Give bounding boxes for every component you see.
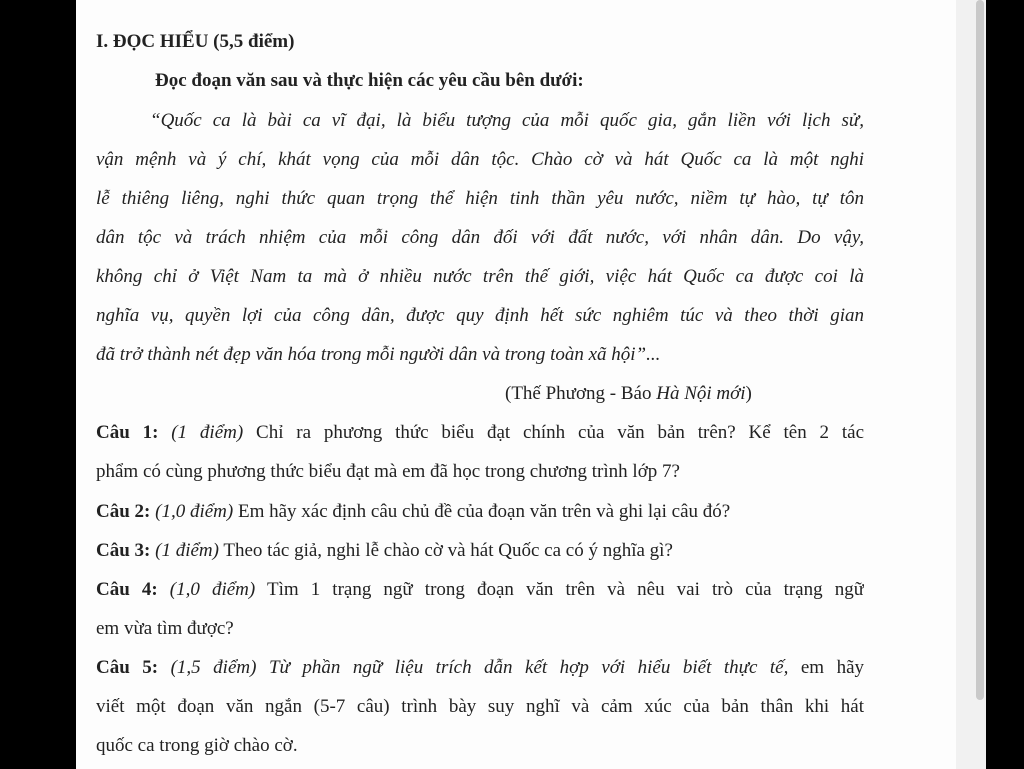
question-5-label: Câu 5: — [96, 657, 159, 678]
passage-source — [505, 382, 864, 406]
question-5-points: (1,5 điểm) — [170, 657, 257, 678]
question-3-label: Câu 3: — [96, 540, 151, 561]
question-5 — [96, 656, 864, 680]
question-3-text: Theo tác giả, nghi lễ chào cờ và hát Quốc ca có ý nghĩa gì? — [223, 540, 673, 561]
passage-line-7: đã trở thành nét đẹp văn hóa trong mỗi người dân và trong toàn xã hội”... — [96, 344, 661, 365]
question-4-points: (1,0 điểm) — [169, 579, 256, 600]
reading-instruction: Đọc đoạn văn sau và thực hiện các yêu cầu bên dưới: — [155, 70, 584, 91]
passage-line-3: lễ thiêng liêng, nghi thức quan trọng thể hiện tinh thần yêu nước, niềm tự hào, tự tôn — [96, 188, 864, 209]
question-1 — [96, 421, 864, 445]
question-3-points: (1 điểm) — [155, 540, 219, 561]
question-2-text: Em hãy xác định câu chủ đề của đoạn văn trên và ghi lại câu đó? — [237, 501, 731, 522]
question-2-points: (1,0 điểm) — [155, 501, 234, 522]
passage-line-5: không chỉ ở Việt Nam ta mà ở nhiều nước trên thế giới, việc hát Quốc ca được coi là — [96, 266, 864, 287]
question-4-continuation: em vừa tìm được? — [96, 618, 234, 639]
source-close: ) — [745, 383, 752, 404]
question-3 — [96, 539, 864, 563]
passage-line-4: dân tộc và trách nhiệm của mỗi công dân đối với đất nước, với nhân dân. Do vậy, — [96, 227, 864, 248]
question-2 — [96, 500, 864, 524]
question-1-continuation: phẩm có cùng phương thức biểu đạt mà em đã học trong chương trình lớp 7? — [96, 461, 680, 482]
question-1-text: Chỉ ra phương thức biểu đạt chính của văn bản trên? Kể tên 2 tác — [256, 422, 864, 443]
question-5-continuation-2: quốc ca trong giờ chào cờ. — [96, 735, 298, 756]
question-1-label: Câu 1: — [96, 422, 159, 443]
question-2-label: Câu 2: — [96, 501, 151, 522]
question-4-text: Tìm 1 trạng ngữ trong đoạn văn trên và nêu vai trò của trạng ngữ — [266, 579, 864, 600]
question-5-text: em hãy — [800, 657, 864, 678]
question-4 — [96, 578, 864, 602]
passage-line-1: “Quốc ca là bài ca vĩ đại, là biểu tượng của mỗi quốc gia, gắn liền với lịch sử, — [150, 110, 864, 131]
scrollbar-thumb[interactable] — [976, 0, 984, 700]
question-4-label: Câu 4: — [96, 579, 158, 600]
question-5-text-italic: Từ phần ngữ liệu trích dẫn kết hợp với hiểu biết thực tế, — [268, 657, 789, 678]
source-author: (Thế Phương - Báo — [505, 383, 657, 404]
section-title: I. ĐỌC HIỂU (5,5 điểm) — [96, 31, 295, 52]
question-1-points: (1 điểm) — [171, 422, 244, 443]
question-5-continuation: viết một đoạn văn ngắn (5-7 câu) trình bày suy nghĩ và cảm xúc của bản thân khi hát — [96, 696, 864, 717]
passage-line-2: vận mệnh và ý chí, khát vọng của mỗi dân tộc. Chào cờ và hát Quốc ca là một nghi — [96, 149, 864, 170]
passage-line-6: nghĩa vụ, quyền lợi của công dân, được quy định hết sức nghiêm túc và theo thời gian — [96, 305, 864, 326]
source-newspaper: Hà Nội mới — [656, 383, 746, 404]
